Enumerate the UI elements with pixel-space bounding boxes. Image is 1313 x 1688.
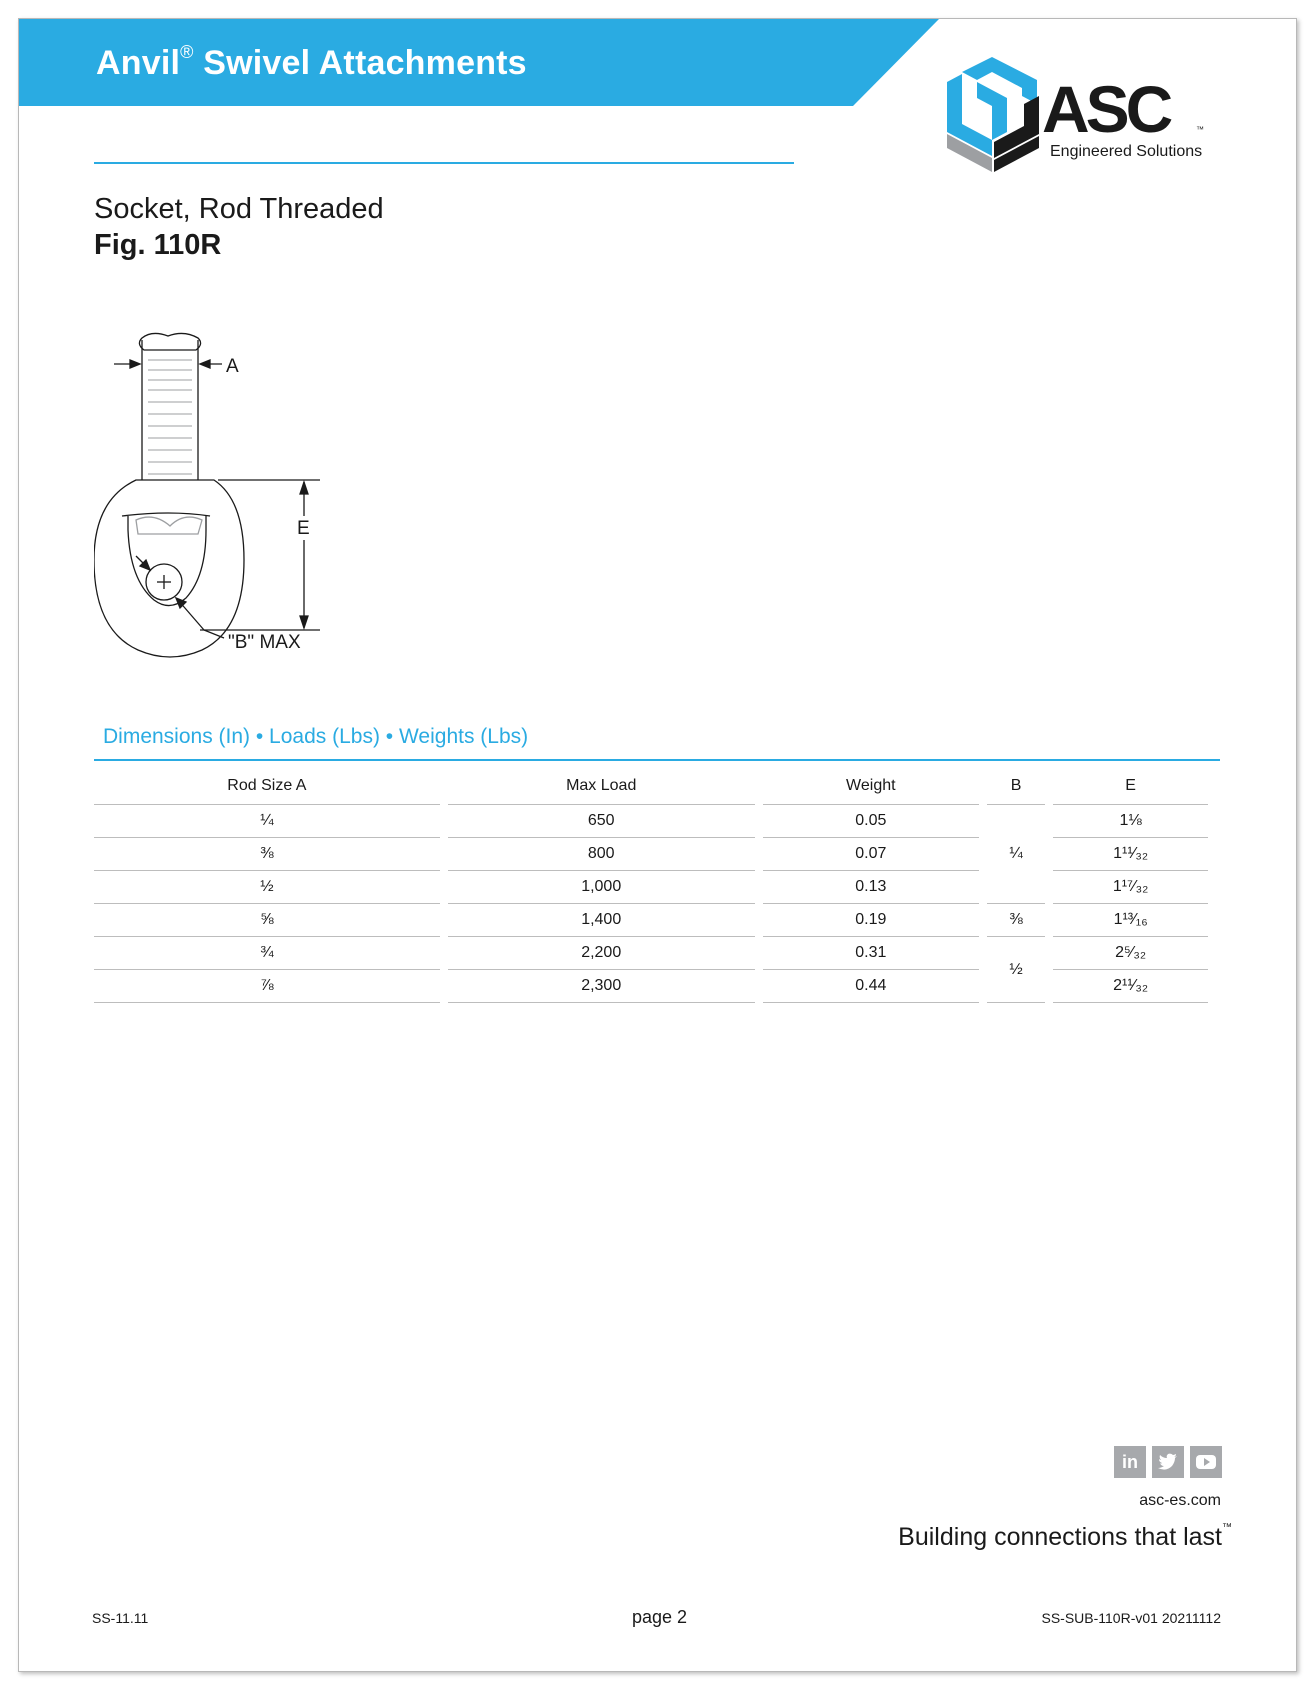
figure-number: Fig. 110R xyxy=(94,229,222,261)
dimension-e xyxy=(200,480,320,630)
socket-drawing xyxy=(94,330,394,710)
table-row xyxy=(94,805,1208,838)
header-weight: Weight xyxy=(763,768,979,805)
dimensions-heading: Dimensions (In) • Loads (Lbs) • Weights (Lbs) xyxy=(103,725,529,748)
dimension-a xyxy=(114,360,222,368)
cell-e: 1⅛ xyxy=(1053,805,1208,838)
cell-b: ¼ xyxy=(987,805,1045,904)
linkedin-icon[interactable] xyxy=(1114,1446,1146,1478)
youtube-play-icon xyxy=(1195,1454,1217,1470)
footer-version: SS-SUB-110R-v01 20211112 xyxy=(1041,1610,1221,1626)
table-rule xyxy=(94,759,1220,761)
cell-load: 1,000 xyxy=(448,871,755,904)
specs-table xyxy=(86,768,1216,1003)
header-e: E xyxy=(1053,768,1208,805)
cell-load: 2,200 xyxy=(448,937,755,970)
tagline-tm: ™ xyxy=(1222,1521,1232,1533)
cell-b: ½ xyxy=(987,937,1045,1003)
cell-e: 1¹³⁄₁₆ xyxy=(1053,904,1208,937)
tagline-text: Building connections that last xyxy=(898,1523,1222,1551)
twitter-icon[interactable] xyxy=(1152,1446,1184,1478)
cell-e: 2⁵⁄₃₂ xyxy=(1053,937,1208,970)
title-rule xyxy=(94,162,794,164)
cell-e: 1¹¹⁄₃₂ xyxy=(1053,838,1208,871)
cell-load: 800 xyxy=(448,838,755,871)
header-b: B xyxy=(987,768,1045,805)
twitter-bird-icon xyxy=(1158,1453,1178,1471)
header-brand: Anvil xyxy=(96,44,181,82)
cell-rod: ⅜ xyxy=(94,838,440,871)
threaded-rod xyxy=(139,333,200,480)
table-row xyxy=(94,937,1208,970)
header-rod-size: Rod Size A xyxy=(94,768,440,805)
asc-logo xyxy=(942,52,1232,172)
social-links xyxy=(1114,1446,1222,1478)
cell-e: 2¹¹⁄₃₂ xyxy=(1053,970,1208,1003)
cell-rod: ⅞ xyxy=(94,970,440,1003)
cell-load: 2,300 xyxy=(448,970,755,1003)
footer-page-number: page 2 xyxy=(632,1607,688,1627)
footer-doc-code: SS-11.11 xyxy=(92,1610,149,1626)
cell-load: 650 xyxy=(448,805,755,838)
cell-weight: 0.31 xyxy=(763,937,979,970)
cell-weight: 0.19 xyxy=(763,904,979,937)
header-title-rest: Swivel Attachments xyxy=(203,44,527,82)
header-max-load: Max Load xyxy=(448,768,755,805)
cell-b: ⅜ xyxy=(987,904,1045,937)
youtube-icon[interactable] xyxy=(1190,1446,1222,1478)
table-row xyxy=(94,904,1208,937)
logo-hexagon-mark xyxy=(947,57,1039,172)
cell-rod: ½ xyxy=(94,871,440,904)
cell-weight: 0.05 xyxy=(763,805,979,838)
label-b-max: "B" MAX xyxy=(228,632,301,653)
logo-tagline: Engineered Solutions xyxy=(1050,143,1203,160)
ball-b xyxy=(136,556,224,638)
cell-weight: 0.07 xyxy=(763,838,979,871)
logo-tm: ™ xyxy=(1196,125,1204,134)
product-name: Socket, Rod Threaded xyxy=(94,193,384,225)
table-header-row xyxy=(94,768,1208,805)
cell-rod: ¾ xyxy=(94,937,440,970)
registered-mark: ® xyxy=(180,42,194,62)
label-e: E xyxy=(297,518,310,539)
header-title xyxy=(96,44,527,83)
cell-rod: ⅝ xyxy=(94,904,440,937)
cell-weight: 0.44 xyxy=(763,970,979,1003)
company-tagline xyxy=(898,1523,1232,1552)
label-a: A xyxy=(226,356,239,377)
linkedin-label: in xyxy=(1122,1451,1138,1472)
cell-weight: 0.13 xyxy=(763,871,979,904)
cell-load: 1,400 xyxy=(448,904,755,937)
cell-e: 1¹⁷⁄₃₂ xyxy=(1053,871,1208,904)
website-link[interactable]: asc-es.com xyxy=(1139,1492,1221,1509)
logo-company: ASC xyxy=(1042,72,1170,146)
cell-rod: ¼ xyxy=(94,805,440,838)
